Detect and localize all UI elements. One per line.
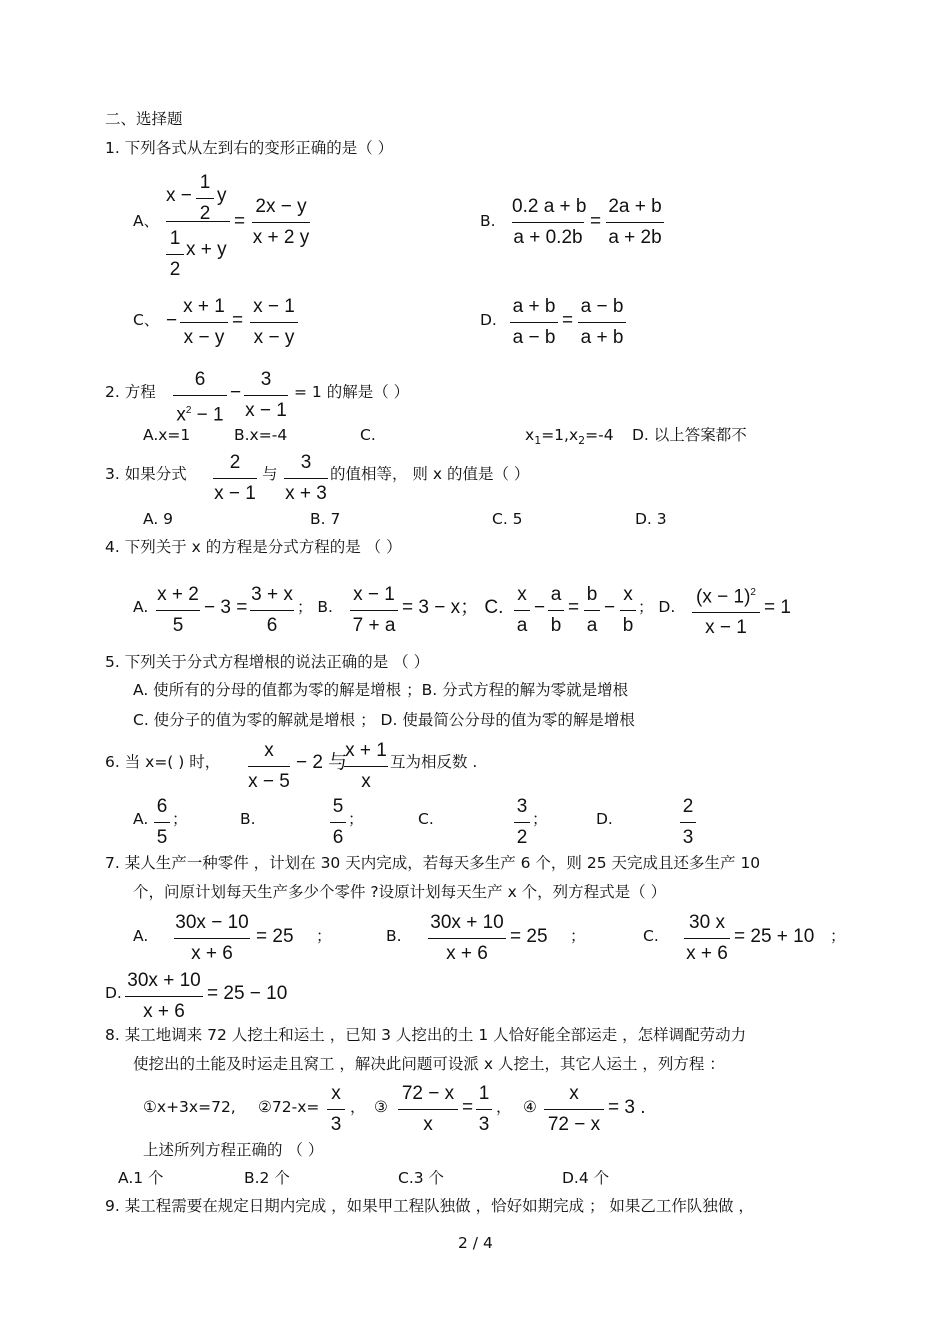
q3-option-a: A. 9 <box>143 510 174 528</box>
q8-equation-4-rhs: = 3 . <box>608 1097 646 1118</box>
q6-option-a: 6 5 <box>154 796 170 849</box>
q7-option-a-rhs: = 25 <box>256 926 294 947</box>
q7-line-2: 个，问原计划每天生产多少个零件 ?设原计划每天生产 x 个，列方程式是（ ） <box>133 883 667 901</box>
q1-c-equals: = <box>232 310 244 331</box>
q8-equation-2-sep: ， <box>350 1098 366 1116</box>
q1-a-main-bar <box>166 221 230 222</box>
q1-c-rhs: x − 1 x − y <box>250 296 298 349</box>
q5-stem: 5. 下列关于分式方程增根的说法正确的是 （ ） <box>105 653 430 671</box>
q1-option-a-label: A、 <box>133 212 160 230</box>
q8-option-b: B.2 个 <box>244 1169 290 1187</box>
q3-option-d: D. 3 <box>635 510 667 528</box>
q1-option-b-label: B. <box>480 212 496 230</box>
q8-option-a: A.1 个 <box>118 1169 164 1187</box>
q1-a-equals: = <box>234 211 246 232</box>
q2-option-d: D. 以上答案都不 <box>632 426 747 444</box>
q1-c-minus: − <box>166 310 178 331</box>
q2-option-c-value: $x_1=1,x_2=-4$ <box>525 426 614 448</box>
q8-equation-3-prefix: ③ <box>374 1098 388 1116</box>
q4-b-rhs: = 3 − x； C. <box>402 597 504 618</box>
q7-option-b-rhs: = 25 <box>510 926 548 947</box>
q8-equation-3-rhs: 1 3 <box>476 1083 492 1136</box>
q1-a-num-left: x − <box>166 185 192 206</box>
q4-b-fraction: x − 1 7 + a <box>350 584 398 637</box>
q6-prefix: 6. 当 x=( ) 时， <box>105 753 221 771</box>
q4-c-op-1: − <box>534 597 546 618</box>
q1-d-rhs: a − b a + b <box>578 296 626 349</box>
q3-prefix: 3. 如果分式 <box>105 465 187 483</box>
q2-suffix: = 1 的解是（ ） <box>294 383 410 401</box>
q6-option-b: 5 6 <box>330 796 346 849</box>
q6-fraction-2: x + 1 x <box>345 740 387 792</box>
q8-equation-2-fraction: x 3 <box>327 1083 345 1136</box>
q4-c-frac-3: b a <box>584 584 600 637</box>
q8-equation-2-prefix: ②72-x= <box>258 1098 320 1116</box>
q7-option-d-fraction: 30x + 10 x + 6 <box>125 970 203 1023</box>
q2-minus: − <box>230 382 242 403</box>
q4-c-op-3: − <box>604 597 616 618</box>
q4-c-frac-2: a b <box>548 584 564 637</box>
q1-d-equals: = <box>562 310 574 331</box>
q1-option-d-label: D. <box>480 311 497 329</box>
q7-option-b-label: B. <box>386 927 402 945</box>
q7-option-c-sep: ； <box>830 927 846 945</box>
q4-c-sep: ； D. <box>638 598 676 616</box>
q4-stem: 4. 下列关于 x 的方程是分式方程的是 （ ） <box>105 538 402 556</box>
q8-equation-3-equals: = <box>462 1097 474 1118</box>
q6-option-c-label: C. <box>418 810 434 828</box>
q5-options-ab: A. 使所有的分母的值都为零的解是增根 ；B. 分式方程的解为零就是增根 <box>133 681 629 699</box>
q4-d-rhs: = 1 <box>764 597 791 618</box>
q1-option-c-label: C、 <box>133 311 160 329</box>
q4-a-fraction-2: 3 + x 6 <box>251 584 293 636</box>
q3-option-c: C. 5 <box>492 510 523 528</box>
q1-b-rhs: 2a + b a + 2b <box>606 196 664 249</box>
q7-option-d-rhs: = 25 − 10 <box>207 983 288 1004</box>
q4-a-fraction-1: x + 2 5 <box>157 584 199 636</box>
q6-option-b-sep: ； <box>348 810 364 828</box>
q4-option-a-label: A. <box>133 598 149 616</box>
q7-option-a-fraction: 30x − 10 x + 6 <box>175 912 249 964</box>
page-number: 2 / 4 <box>458 1234 493 1252</box>
q2-prefix: 2. 方程 <box>105 383 156 401</box>
q7-option-a-label: A. <box>133 927 149 945</box>
q8-equation-4-prefix: ④ <box>523 1098 537 1116</box>
q1-b-equals: = <box>590 211 602 232</box>
q8-equation-3-sep: ， <box>496 1098 512 1116</box>
q6-option-d: 2 3 <box>680 796 696 849</box>
q7-option-a-sep: ； <box>316 927 332 945</box>
section-title: 二、选择题 <box>105 110 183 128</box>
q4-a-sep: ； B. <box>297 598 333 616</box>
q2-fraction-2: 3 x − 1 <box>245 369 287 421</box>
q8-line-2: 使挖出的土能及时运走且窝工 ，解决此问题可设派 x 人挖土，其它人运土 ，列方程 ： <box>133 1055 725 1073</box>
q4-d-fraction: $(x - 1)^2$ x − 1 <box>692 582 760 639</box>
q7-option-c-label: C. <box>643 927 659 945</box>
q1-a-num-y: y <box>217 185 227 206</box>
q6-option-c: 3 2 <box>514 796 530 849</box>
q4-c-frac-4: x b <box>620 584 636 637</box>
q2-option-b: B.x=-4 <box>234 426 288 444</box>
q1-d-lhs: a + b a − b <box>510 296 558 349</box>
q1-a-half-num: 1 2 <box>196 172 214 225</box>
q7-option-c-fraction: 30 x x + 6 <box>684 912 730 965</box>
q6-suffix: 互为相反数 . <box>390 753 478 771</box>
q5-options-cd: C. 使分子的值为零的解就是增根 ； D. 使最简公分母的值为零的解是增根 <box>133 711 635 729</box>
q3-fraction-2: 3 x + 3 <box>285 452 327 504</box>
q8-equation-1: ①x+3x=72, <box>143 1098 236 1116</box>
q2-option-c: C. <box>360 426 376 444</box>
q2-option-a: A.x=1 <box>143 426 191 444</box>
q1-a-den-tail: x + y <box>186 239 227 260</box>
q8-line-3: 上述所列方程正确的 （ ） <box>143 1141 324 1159</box>
q6-fraction-1: x x − 5 <box>248 740 290 792</box>
q7-option-d-label: D. <box>105 984 122 1002</box>
q1-a-rhs: 2x − y x + 2 y <box>252 196 310 248</box>
q4-c-frac-1: x a <box>514 584 530 637</box>
q3-mid: 与 <box>262 465 278 483</box>
q1-c-lhs: x + 1 x − y <box>180 296 228 349</box>
q7-line-1: 7. 某人生产一种零件 ，计划在 30 天内完成，若每天多生产 6 个，则 25 天完成且还多生产 10 <box>105 854 761 872</box>
q3-option-b: B. 7 <box>310 510 341 528</box>
q8-option-c: C.3 个 <box>398 1169 445 1187</box>
q4-a-mid: − 3 = <box>204 597 248 618</box>
q6-option-d-label: D. <box>596 810 613 828</box>
q4-c-op-2: = <box>568 597 580 618</box>
q7-option-c-rhs: = 25 + 10 <box>734 926 815 947</box>
q6-option-a-label: A. <box>133 810 149 828</box>
q8-option-d: D.4 个 <box>562 1169 610 1187</box>
q1-a-half-den: 1 2 <box>166 228 184 281</box>
q6-mid: − 2 与 <box>296 752 348 773</box>
q3-suffix: 的值相等， 则 x 的值是（ ） <box>330 465 530 483</box>
q1-stem: 1. 下列各式从左到右的变形正确的是（ ） <box>105 139 394 157</box>
q8-equation-3-fraction: 72 − x x <box>398 1083 458 1136</box>
q2-fraction-1: 6 $x^2 - 1$ <box>173 369 227 426</box>
q8-line-1: 8. 某工地调来 72 人挖土和运土 ，已知 3 人挖出的土 1 人恰好能全部运走 ，怎样调配劳动力 <box>105 1026 747 1044</box>
q1-b-lhs: 0.2 a + b a + 0.2b <box>512 196 587 248</box>
q6-option-b-label: B. <box>240 810 256 828</box>
q8-equation-4-fraction: x 72 − x <box>544 1083 604 1136</box>
q9-line-1: 9. 某工程需要在规定日期内完成 ，如果甲工程队独做 ，恰好如期完成 ； 如果乙工作队独做 ， <box>105 1197 754 1215</box>
q6-option-a-sep: ； <box>172 810 188 828</box>
q7-option-b-sep: ； <box>570 927 586 945</box>
q6-option-c-sep: ； <box>532 810 548 828</box>
q3-fraction-1: 2 x − 1 <box>214 452 256 504</box>
q7-option-b-fraction: 30x + 10 x + 6 <box>428 912 506 965</box>
